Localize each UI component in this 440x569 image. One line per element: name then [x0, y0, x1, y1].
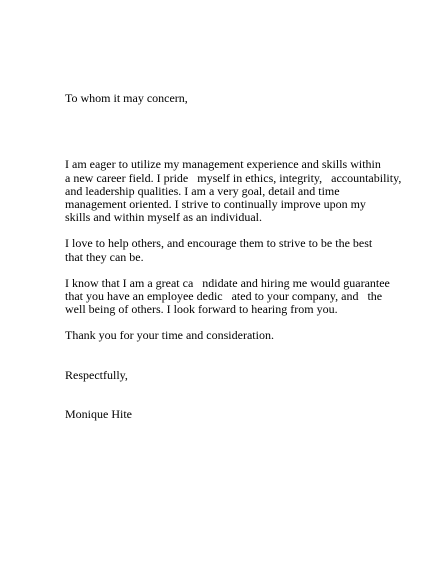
paragraph-3-line-3: well being of others. I look forward to hearing from you.: [65, 302, 338, 316]
paragraph-1-line-2: a new career field. I pride myself in ethics, integrity, accountability,: [65, 171, 402, 185]
signature-name: Monique Hite: [65, 407, 132, 421]
paragraph-1-line-5: skills and within myself as an individual.: [65, 210, 262, 224]
paragraph-2-line-1: I love to help others, and encourage them to strive to be the best: [65, 236, 373, 250]
paragraph-3-line-2: that you have an employee dedic ated to your company, and the: [65, 289, 383, 303]
paragraph-1-line-3: and leadership qualities. I am a very goal, detail and time: [65, 184, 340, 198]
paragraph-2-line-2: that they can be.: [65, 250, 144, 264]
paragraph-1-line-1: I am eager to utilize my management experience and skills within: [65, 157, 381, 171]
paragraph-4: Thank you for your time and consideration.: [65, 328, 274, 342]
salutation: To whom it may concern,: [65, 91, 188, 105]
paragraph-1-line-4: management oriented. I strive to continually improve upon my: [65, 197, 366, 211]
paragraph-3-line-1: I know that I am a great ca ndidate and hiring me would guarantee: [65, 276, 390, 290]
closing: Respectfully,: [65, 368, 128, 382]
